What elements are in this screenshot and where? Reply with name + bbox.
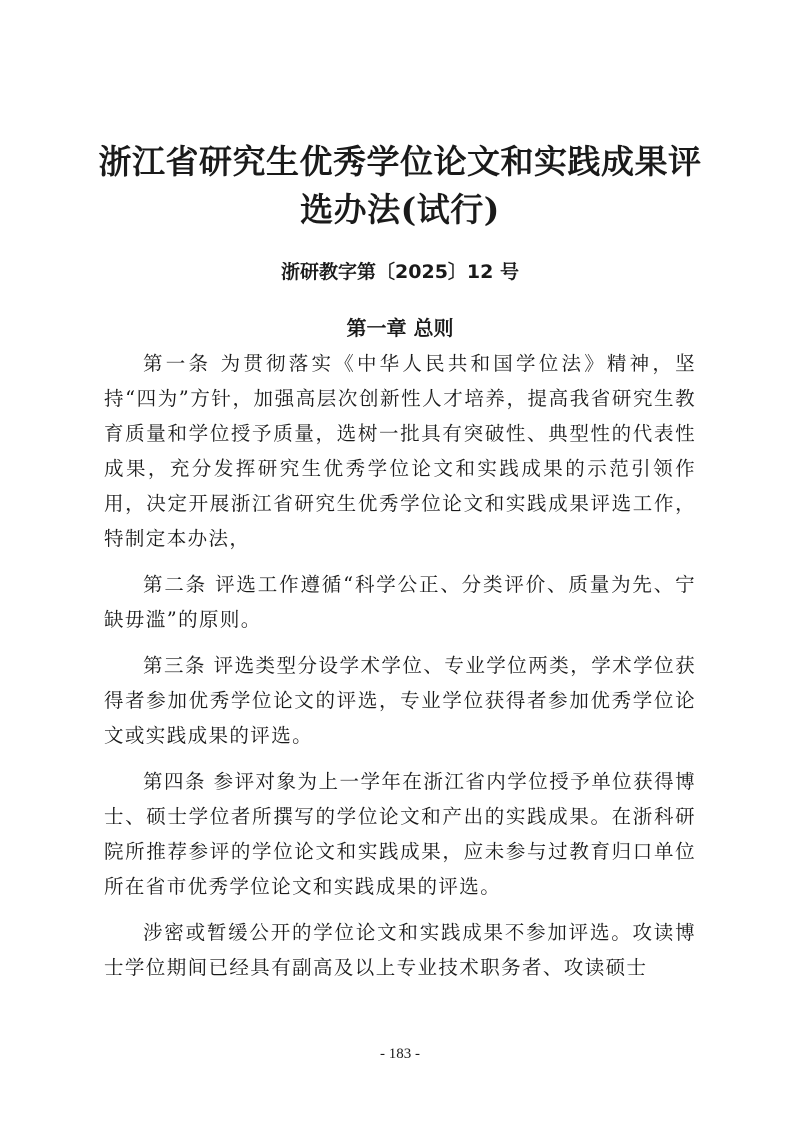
article-4-paragraph: 第四条 参评对象为上一学年在浙江省内学位授予单位获得博士、硕士学位者所撰写的学位论文和产出的实践成果。在浙科研院所推荐参评的学位论文和实践成果，应未参与过教育归口单位所在省市优秀学位论文和实践成果的评选。 — [104, 770, 696, 898]
chapter-heading: 第一章 总则 — [346, 316, 454, 340]
document-title-line-2: 选办法(试行) — [300, 190, 500, 229]
document-title-line-1: 浙江省研究生优秀学位论文和实践成果评 — [98, 142, 702, 181]
article-1-paragraph: 第一条 为贯彻落实《中华人民共和国学位法》精神，坚持“四为”方针，加强高层次创新性人才培养，提高我省研究生教育质量和学位授予质量，选树一批具有突破性、典型性的代表性成果，充分发挥研究生优秀学位论文和实践成果的示范引领作用，决定开展浙江省研究生优秀学位论文和实践成果评选工作，特制定本办法， — [104, 352, 696, 550]
document-number: 浙研教字第〔2025〕12 号 — [281, 261, 519, 283]
page-number: - 183 - — [380, 1046, 420, 1062]
article-2-paragraph: 第二条 评选工作遵循“科学公正、分类评价、质量为先、宁缺毋滥”的原则。 — [104, 573, 696, 631]
article-4-continuation-paragraph: 涉密或暂缓公开的学位论文和实践成果不参加评选。攻读博士学位期间已经具有副高及以上专业技术职务者、攻读硕士 — [104, 921, 696, 979]
article-3-paragraph: 第三条 评选类型分设学术学位、专业学位两类，学术学位获得者参加优秀学位论文的评选，专业学位获得者参加优秀学位论文或实践成果的评选。 — [104, 654, 696, 747]
document-body — [104, 346, 696, 996]
